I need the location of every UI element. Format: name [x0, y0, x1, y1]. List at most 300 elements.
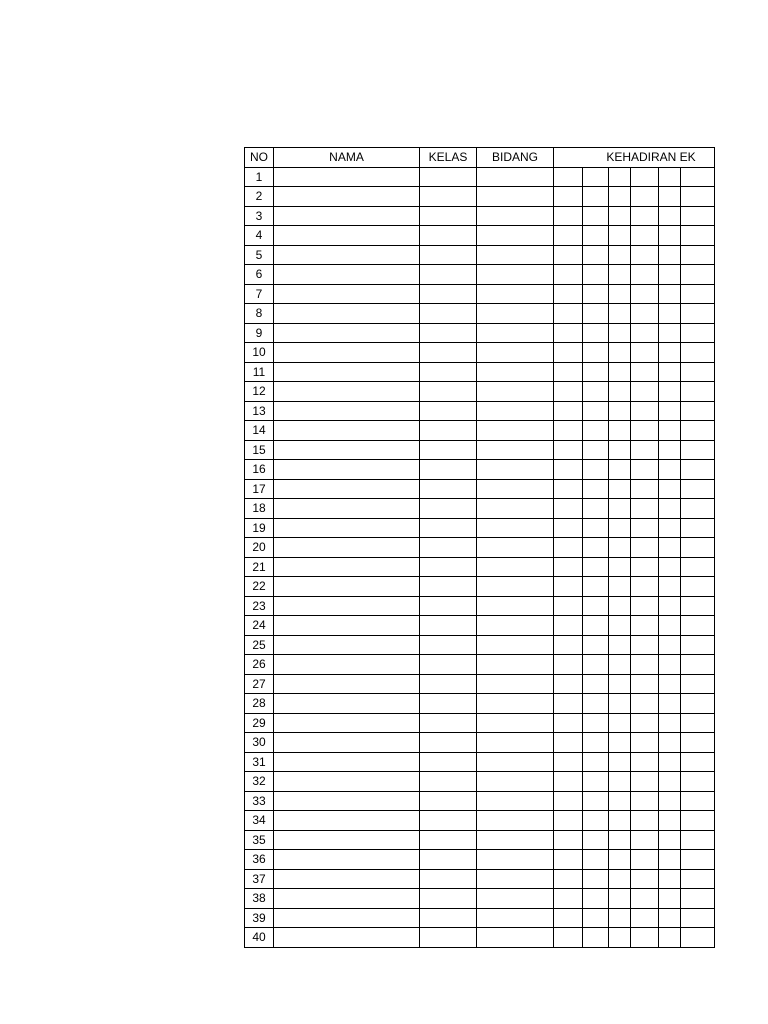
- kelas-cell[interactable]: [420, 577, 477, 597]
- nama-cell[interactable]: [274, 265, 420, 285]
- bidang-cell[interactable]: [477, 889, 554, 909]
- kelas-cell[interactable]: [420, 733, 477, 753]
- kehadiran-cell-6[interactable]: [681, 928, 715, 948]
- kehadiran-cell-1[interactable]: [554, 577, 583, 597]
- bidang-cell[interactable]: [477, 596, 554, 616]
- kehadiran-cell-5[interactable]: [659, 167, 681, 187]
- nama-cell[interactable]: [274, 245, 420, 265]
- kehadiran-cell-3[interactable]: [609, 460, 631, 480]
- kehadiran-cell-3[interactable]: [609, 850, 631, 870]
- kehadiran-cell-4[interactable]: [631, 655, 659, 675]
- kehadiran-cell-2[interactable]: [583, 577, 609, 597]
- bidang-cell[interactable]: [477, 265, 554, 285]
- kehadiran-cell-4[interactable]: [631, 284, 659, 304]
- kehadiran-cell-3[interactable]: [609, 596, 631, 616]
- kehadiran-cell-2[interactable]: [583, 791, 609, 811]
- kehadiran-cell-5[interactable]: [659, 499, 681, 519]
- kehadiran-cell-2[interactable]: [583, 850, 609, 870]
- kelas-cell[interactable]: [420, 460, 477, 480]
- bidang-cell[interactable]: [477, 830, 554, 850]
- bidang-cell[interactable]: [477, 850, 554, 870]
- bidang-cell[interactable]: [477, 655, 554, 675]
- kehadiran-cell-5[interactable]: [659, 713, 681, 733]
- kehadiran-cell-4[interactable]: [631, 460, 659, 480]
- kelas-cell[interactable]: [420, 538, 477, 558]
- kehadiran-cell-3[interactable]: [609, 401, 631, 421]
- kehadiran-cell-5[interactable]: [659, 304, 681, 324]
- bidang-cell[interactable]: [477, 440, 554, 460]
- kehadiran-cell-1[interactable]: [554, 245, 583, 265]
- kehadiran-cell-1[interactable]: [554, 343, 583, 363]
- nama-cell[interactable]: [274, 577, 420, 597]
- kehadiran-cell-5[interactable]: [659, 655, 681, 675]
- kehadiran-cell-2[interactable]: [583, 869, 609, 889]
- kehadiran-cell-4[interactable]: [631, 928, 659, 948]
- kelas-cell[interactable]: [420, 928, 477, 948]
- kehadiran-cell-2[interactable]: [583, 596, 609, 616]
- kehadiran-cell-3[interactable]: [609, 187, 631, 207]
- kehadiran-cell-6[interactable]: [681, 518, 715, 538]
- kehadiran-cell-4[interactable]: [631, 362, 659, 382]
- kehadiran-cell-2[interactable]: [583, 811, 609, 831]
- bidang-cell[interactable]: [477, 616, 554, 636]
- kehadiran-cell-4[interactable]: [631, 226, 659, 246]
- kehadiran-cell-4[interactable]: [631, 908, 659, 928]
- kehadiran-cell-3[interactable]: [609, 694, 631, 714]
- kehadiran-cell-4[interactable]: [631, 850, 659, 870]
- kehadiran-cell-3[interactable]: [609, 265, 631, 285]
- kehadiran-cell-1[interactable]: [554, 811, 583, 831]
- bidang-cell[interactable]: [477, 304, 554, 324]
- kehadiran-cell-5[interactable]: [659, 577, 681, 597]
- kehadiran-cell-3[interactable]: [609, 343, 631, 363]
- kehadiran-cell-3[interactable]: [609, 479, 631, 499]
- kehadiran-cell-1[interactable]: [554, 850, 583, 870]
- kehadiran-cell-3[interactable]: [609, 928, 631, 948]
- kehadiran-cell-1[interactable]: [554, 518, 583, 538]
- kehadiran-cell-3[interactable]: [609, 206, 631, 226]
- bidang-cell[interactable]: [477, 635, 554, 655]
- kehadiran-cell-6[interactable]: [681, 694, 715, 714]
- kehadiran-cell-3[interactable]: [609, 421, 631, 441]
- kehadiran-cell-1[interactable]: [554, 226, 583, 246]
- kehadiran-cell-3[interactable]: [609, 635, 631, 655]
- kehadiran-cell-6[interactable]: [681, 577, 715, 597]
- kehadiran-cell-4[interactable]: [631, 479, 659, 499]
- kehadiran-cell-6[interactable]: [681, 362, 715, 382]
- kelas-cell[interactable]: [420, 284, 477, 304]
- kehadiran-cell-6[interactable]: [681, 674, 715, 694]
- kehadiran-cell-5[interactable]: [659, 733, 681, 753]
- kehadiran-cell-6[interactable]: [681, 538, 715, 558]
- nama-cell[interactable]: [274, 752, 420, 772]
- kehadiran-cell-1[interactable]: [554, 655, 583, 675]
- kehadiran-cell-2[interactable]: [583, 323, 609, 343]
- nama-cell[interactable]: [274, 284, 420, 304]
- kehadiran-cell-2[interactable]: [583, 226, 609, 246]
- kelas-cell[interactable]: [420, 616, 477, 636]
- kelas-cell[interactable]: [420, 382, 477, 402]
- kehadiran-cell-4[interactable]: [631, 304, 659, 324]
- bidang-cell[interactable]: [477, 733, 554, 753]
- kehadiran-cell-4[interactable]: [631, 538, 659, 558]
- kehadiran-cell-3[interactable]: [609, 752, 631, 772]
- nama-cell[interactable]: [274, 499, 420, 519]
- kehadiran-cell-1[interactable]: [554, 304, 583, 324]
- kehadiran-cell-4[interactable]: [631, 265, 659, 285]
- kelas-cell[interactable]: [420, 655, 477, 675]
- bidang-cell[interactable]: [477, 187, 554, 207]
- bidang-cell[interactable]: [477, 713, 554, 733]
- kehadiran-cell-4[interactable]: [631, 830, 659, 850]
- kehadiran-cell-5[interactable]: [659, 791, 681, 811]
- bidang-cell[interactable]: [477, 167, 554, 187]
- kehadiran-cell-5[interactable]: [659, 811, 681, 831]
- kelas-cell[interactable]: [420, 245, 477, 265]
- bidang-cell[interactable]: [477, 928, 554, 948]
- nama-cell[interactable]: [274, 811, 420, 831]
- nama-cell[interactable]: [274, 655, 420, 675]
- kehadiran-cell-5[interactable]: [659, 616, 681, 636]
- kehadiran-cell-4[interactable]: [631, 869, 659, 889]
- kehadiran-cell-6[interactable]: [681, 869, 715, 889]
- kehadiran-cell-5[interactable]: [659, 928, 681, 948]
- bidang-cell[interactable]: [477, 674, 554, 694]
- kehadiran-cell-6[interactable]: [681, 265, 715, 285]
- nama-cell[interactable]: [274, 830, 420, 850]
- kehadiran-cell-3[interactable]: [609, 733, 631, 753]
- kehadiran-cell-5[interactable]: [659, 908, 681, 928]
- kehadiran-cell-5[interactable]: [659, 187, 681, 207]
- kehadiran-cell-5[interactable]: [659, 343, 681, 363]
- kehadiran-cell-2[interactable]: [583, 752, 609, 772]
- kehadiran-cell-6[interactable]: [681, 850, 715, 870]
- kehadiran-cell-3[interactable]: [609, 557, 631, 577]
- kehadiran-cell-4[interactable]: [631, 694, 659, 714]
- kehadiran-cell-5[interactable]: [659, 538, 681, 558]
- kelas-cell[interactable]: [420, 479, 477, 499]
- kehadiran-cell-1[interactable]: [554, 187, 583, 207]
- nama-cell[interactable]: [274, 479, 420, 499]
- kehadiran-cell-5[interactable]: [659, 635, 681, 655]
- kehadiran-cell-4[interactable]: [631, 674, 659, 694]
- kehadiran-cell-4[interactable]: [631, 596, 659, 616]
- kehadiran-cell-2[interactable]: [583, 499, 609, 519]
- kehadiran-cell-4[interactable]: [631, 421, 659, 441]
- bidang-cell[interactable]: [477, 752, 554, 772]
- kehadiran-cell-6[interactable]: [681, 830, 715, 850]
- kelas-cell[interactable]: [420, 187, 477, 207]
- nama-cell[interactable]: [274, 440, 420, 460]
- kehadiran-cell-5[interactable]: [659, 889, 681, 909]
- kehadiran-cell-4[interactable]: [631, 187, 659, 207]
- bidang-cell[interactable]: [477, 460, 554, 480]
- kehadiran-cell-5[interactable]: [659, 362, 681, 382]
- kehadiran-cell-5[interactable]: [659, 674, 681, 694]
- kelas-cell[interactable]: [420, 401, 477, 421]
- kehadiran-cell-1[interactable]: [554, 694, 583, 714]
- kehadiran-cell-4[interactable]: [631, 167, 659, 187]
- kehadiran-cell-2[interactable]: [583, 655, 609, 675]
- kelas-cell[interactable]: [420, 791, 477, 811]
- kehadiran-cell-3[interactable]: [609, 226, 631, 246]
- kehadiran-cell-2[interactable]: [583, 772, 609, 792]
- kehadiran-cell-6[interactable]: [681, 557, 715, 577]
- kehadiran-cell-2[interactable]: [583, 479, 609, 499]
- nama-cell[interactable]: [274, 635, 420, 655]
- kehadiran-cell-1[interactable]: [554, 421, 583, 441]
- kehadiran-cell-2[interactable]: [583, 694, 609, 714]
- kelas-cell[interactable]: [420, 421, 477, 441]
- kehadiran-cell-1[interactable]: [554, 362, 583, 382]
- kehadiran-cell-2[interactable]: [583, 518, 609, 538]
- kehadiran-cell-6[interactable]: [681, 811, 715, 831]
- kehadiran-cell-1[interactable]: [554, 616, 583, 636]
- kehadiran-cell-6[interactable]: [681, 167, 715, 187]
- kehadiran-cell-6[interactable]: [681, 187, 715, 207]
- nama-cell[interactable]: [274, 694, 420, 714]
- kehadiran-cell-2[interactable]: [583, 713, 609, 733]
- kehadiran-cell-4[interactable]: [631, 635, 659, 655]
- kehadiran-cell-2[interactable]: [583, 206, 609, 226]
- kehadiran-cell-2[interactable]: [583, 830, 609, 850]
- kehadiran-cell-6[interactable]: [681, 284, 715, 304]
- kehadiran-cell-2[interactable]: [583, 440, 609, 460]
- kehadiran-cell-1[interactable]: [554, 401, 583, 421]
- kehadiran-cell-1[interactable]: [554, 830, 583, 850]
- kehadiran-cell-6[interactable]: [681, 616, 715, 636]
- kehadiran-cell-2[interactable]: [583, 889, 609, 909]
- kehadiran-cell-2[interactable]: [583, 460, 609, 480]
- kehadiran-cell-3[interactable]: [609, 713, 631, 733]
- kelas-cell[interactable]: [420, 206, 477, 226]
- kehadiran-cell-4[interactable]: [631, 557, 659, 577]
- kehadiran-cell-5[interactable]: [659, 323, 681, 343]
- bidang-cell[interactable]: [477, 811, 554, 831]
- kehadiran-cell-2[interactable]: [583, 382, 609, 402]
- kehadiran-cell-3[interactable]: [609, 791, 631, 811]
- kehadiran-cell-5[interactable]: [659, 850, 681, 870]
- kehadiran-cell-1[interactable]: [554, 869, 583, 889]
- kehadiran-cell-3[interactable]: [609, 167, 631, 187]
- kehadiran-cell-6[interactable]: [681, 440, 715, 460]
- kehadiran-cell-6[interactable]: [681, 596, 715, 616]
- kehadiran-cell-4[interactable]: [631, 577, 659, 597]
- kehadiran-cell-5[interactable]: [659, 460, 681, 480]
- kehadiran-cell-1[interactable]: [554, 460, 583, 480]
- nama-cell[interactable]: [274, 460, 420, 480]
- kehadiran-cell-5[interactable]: [659, 245, 681, 265]
- kelas-cell[interactable]: [420, 694, 477, 714]
- kehadiran-cell-2[interactable]: [583, 733, 609, 753]
- kehadiran-cell-6[interactable]: [681, 245, 715, 265]
- kehadiran-cell-1[interactable]: [554, 674, 583, 694]
- kelas-cell[interactable]: [420, 362, 477, 382]
- kehadiran-cell-5[interactable]: [659, 694, 681, 714]
- kehadiran-cell-4[interactable]: [631, 401, 659, 421]
- kehadiran-cell-6[interactable]: [681, 791, 715, 811]
- kehadiran-cell-4[interactable]: [631, 499, 659, 519]
- kehadiran-cell-3[interactable]: [609, 811, 631, 831]
- kehadiran-cell-5[interactable]: [659, 830, 681, 850]
- kehadiran-cell-3[interactable]: [609, 655, 631, 675]
- bidang-cell[interactable]: [477, 869, 554, 889]
- kelas-cell[interactable]: [420, 830, 477, 850]
- kelas-cell[interactable]: [420, 752, 477, 772]
- kehadiran-cell-4[interactable]: [631, 811, 659, 831]
- kehadiran-cell-1[interactable]: [554, 284, 583, 304]
- kehadiran-cell-1[interactable]: [554, 928, 583, 948]
- nama-cell[interactable]: [274, 616, 420, 636]
- kehadiran-cell-5[interactable]: [659, 206, 681, 226]
- bidang-cell[interactable]: [477, 401, 554, 421]
- kehadiran-cell-1[interactable]: [554, 323, 583, 343]
- bidang-cell[interactable]: [477, 479, 554, 499]
- kelas-cell[interactable]: [420, 850, 477, 870]
- bidang-cell[interactable]: [477, 772, 554, 792]
- kehadiran-cell-6[interactable]: [681, 323, 715, 343]
- kehadiran-cell-1[interactable]: [554, 733, 583, 753]
- kelas-cell[interactable]: [420, 323, 477, 343]
- kehadiran-cell-4[interactable]: [631, 245, 659, 265]
- kehadiran-cell-4[interactable]: [631, 616, 659, 636]
- kehadiran-cell-3[interactable]: [609, 674, 631, 694]
- kehadiran-cell-3[interactable]: [609, 577, 631, 597]
- kelas-cell[interactable]: [420, 265, 477, 285]
- kehadiran-cell-3[interactable]: [609, 499, 631, 519]
- kehadiran-cell-1[interactable]: [554, 382, 583, 402]
- kehadiran-cell-5[interactable]: [659, 382, 681, 402]
- kehadiran-cell-2[interactable]: [583, 304, 609, 324]
- kehadiran-cell-2[interactable]: [583, 616, 609, 636]
- kehadiran-cell-6[interactable]: [681, 635, 715, 655]
- kehadiran-cell-3[interactable]: [609, 869, 631, 889]
- kehadiran-cell-4[interactable]: [631, 713, 659, 733]
- kehadiran-cell-1[interactable]: [554, 206, 583, 226]
- bidang-cell[interactable]: [477, 694, 554, 714]
- kehadiran-cell-1[interactable]: [554, 635, 583, 655]
- bidang-cell[interactable]: [477, 226, 554, 246]
- kehadiran-cell-6[interactable]: [681, 343, 715, 363]
- nama-cell[interactable]: [274, 908, 420, 928]
- kehadiran-cell-6[interactable]: [681, 460, 715, 480]
- kehadiran-cell-6[interactable]: [681, 421, 715, 441]
- kehadiran-cell-5[interactable]: [659, 265, 681, 285]
- bidang-cell[interactable]: [477, 791, 554, 811]
- kelas-cell[interactable]: [420, 499, 477, 519]
- kehadiran-cell-3[interactable]: [609, 382, 631, 402]
- bidang-cell[interactable]: [477, 577, 554, 597]
- kehadiran-cell-3[interactable]: [609, 245, 631, 265]
- kehadiran-cell-4[interactable]: [631, 752, 659, 772]
- nama-cell[interactable]: [274, 772, 420, 792]
- kehadiran-cell-1[interactable]: [554, 908, 583, 928]
- nama-cell[interactable]: [274, 850, 420, 870]
- kehadiran-cell-6[interactable]: [681, 713, 715, 733]
- kehadiran-cell-5[interactable]: [659, 440, 681, 460]
- bidang-cell[interactable]: [477, 362, 554, 382]
- kehadiran-cell-6[interactable]: [681, 479, 715, 499]
- kehadiran-cell-3[interactable]: [609, 889, 631, 909]
- bidang-cell[interactable]: [477, 538, 554, 558]
- kehadiran-cell-4[interactable]: [631, 772, 659, 792]
- kehadiran-cell-3[interactable]: [609, 323, 631, 343]
- nama-cell[interactable]: [274, 167, 420, 187]
- kehadiran-cell-5[interactable]: [659, 479, 681, 499]
- kehadiran-cell-1[interactable]: [554, 791, 583, 811]
- nama-cell[interactable]: [274, 362, 420, 382]
- kelas-cell[interactable]: [420, 674, 477, 694]
- kehadiran-cell-5[interactable]: [659, 518, 681, 538]
- kehadiran-cell-2[interactable]: [583, 343, 609, 363]
- kehadiran-cell-3[interactable]: [609, 284, 631, 304]
- kehadiran-cell-5[interactable]: [659, 596, 681, 616]
- kehadiran-cell-4[interactable]: [631, 791, 659, 811]
- kehadiran-cell-5[interactable]: [659, 869, 681, 889]
- kehadiran-cell-6[interactable]: [681, 772, 715, 792]
- kehadiran-cell-2[interactable]: [583, 167, 609, 187]
- kehadiran-cell-4[interactable]: [631, 518, 659, 538]
- kehadiran-cell-2[interactable]: [583, 421, 609, 441]
- kehadiran-cell-3[interactable]: [609, 304, 631, 324]
- kehadiran-cell-3[interactable]: [609, 830, 631, 850]
- kelas-cell[interactable]: [420, 772, 477, 792]
- kehadiran-cell-4[interactable]: [631, 382, 659, 402]
- kehadiran-cell-6[interactable]: [681, 752, 715, 772]
- nama-cell[interactable]: [274, 538, 420, 558]
- kehadiran-cell-2[interactable]: [583, 928, 609, 948]
- kehadiran-cell-5[interactable]: [659, 401, 681, 421]
- kelas-cell[interactable]: [420, 811, 477, 831]
- kehadiran-cell-6[interactable]: [681, 206, 715, 226]
- bidang-cell[interactable]: [477, 518, 554, 538]
- kehadiran-cell-6[interactable]: [681, 499, 715, 519]
- kelas-cell[interactable]: [420, 518, 477, 538]
- kehadiran-cell-1[interactable]: [554, 772, 583, 792]
- kehadiran-cell-3[interactable]: [609, 362, 631, 382]
- kelas-cell[interactable]: [420, 713, 477, 733]
- bidang-cell[interactable]: [477, 557, 554, 577]
- nama-cell[interactable]: [274, 557, 420, 577]
- kehadiran-cell-3[interactable]: [609, 772, 631, 792]
- nama-cell[interactable]: [274, 226, 420, 246]
- bidang-cell[interactable]: [477, 499, 554, 519]
- kehadiran-cell-3[interactable]: [609, 908, 631, 928]
- nama-cell[interactable]: [274, 343, 420, 363]
- kehadiran-cell-2[interactable]: [583, 187, 609, 207]
- kehadiran-cell-4[interactable]: [631, 440, 659, 460]
- kelas-cell[interactable]: [420, 596, 477, 616]
- nama-cell[interactable]: [274, 206, 420, 226]
- kehadiran-cell-5[interactable]: [659, 752, 681, 772]
- kelas-cell[interactable]: [420, 635, 477, 655]
- kehadiran-cell-3[interactable]: [609, 440, 631, 460]
- nama-cell[interactable]: [274, 401, 420, 421]
- kehadiran-cell-1[interactable]: [554, 499, 583, 519]
- kehadiran-cell-4[interactable]: [631, 343, 659, 363]
- kehadiran-cell-6[interactable]: [681, 889, 715, 909]
- kehadiran-cell-6[interactable]: [681, 401, 715, 421]
- kehadiran-cell-1[interactable]: [554, 440, 583, 460]
- kehadiran-cell-6[interactable]: [681, 304, 715, 324]
- kehadiran-cell-5[interactable]: [659, 772, 681, 792]
- bidang-cell[interactable]: [477, 206, 554, 226]
- kehadiran-cell-1[interactable]: [554, 557, 583, 577]
- kehadiran-cell-1[interactable]: [554, 167, 583, 187]
- nama-cell[interactable]: [274, 518, 420, 538]
- kehadiran-cell-4[interactable]: [631, 323, 659, 343]
- bidang-cell[interactable]: [477, 343, 554, 363]
